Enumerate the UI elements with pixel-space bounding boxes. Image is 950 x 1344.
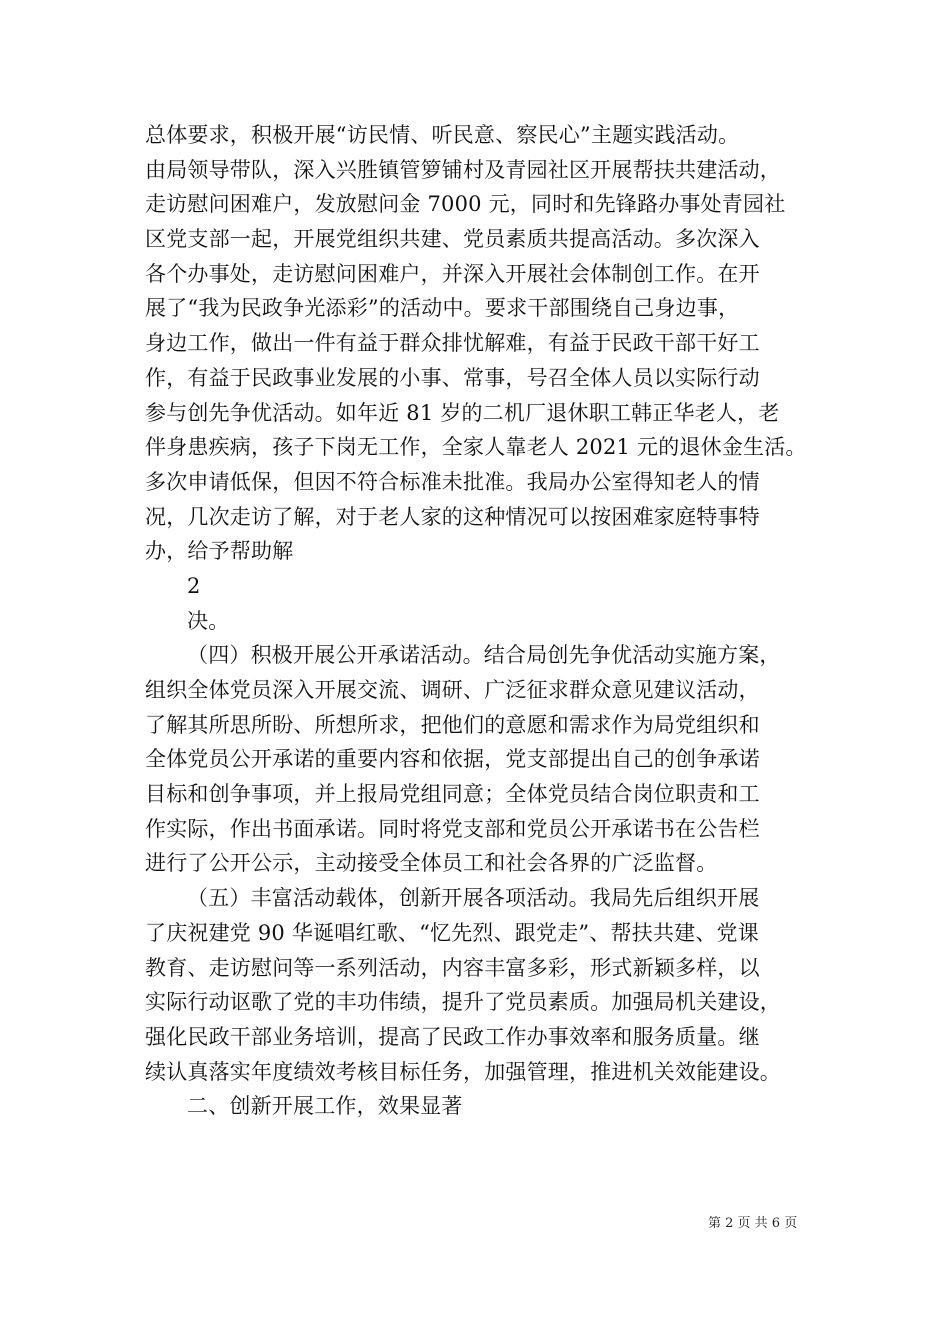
- text-line: 身边工作，做出一件有益于群众排忧解难，有益于民政干部干好工: [145, 331, 760, 356]
- text-line: 组织全体党员深入开展交流、调研、广泛征求群众意见建议活动，: [145, 678, 760, 702]
- text-line: 决。: [187, 608, 230, 633]
- text-line: 走访慰问困难户，发放慰问金 7000 元，同时和先锋路办事处青园社: [145, 192, 786, 217]
- text-line: 总体要求，积极开展“访民情、听民意、察民心”主题实践活动。: [145, 123, 740, 147]
- text-line: 由局领导带队，深入兴胜镇管箩铺村及青园社区开展帮扶共建活动，: [145, 157, 781, 182]
- text-line: 实际行动讴歌了党的丰功伟绩，提升了党员素质。加强局机关建设，: [145, 990, 781, 1015]
- text-line: 了庆祝建党 90 华诞唱红歌、“忆先烈、跟党走”、帮扶共建、党课: [145, 920, 759, 945]
- text-line: 强化民政干部业务培训，提高了民政工作办事效率和服务质量。继: [145, 1024, 760, 1049]
- section-four-heading-line: （四）积极开展公开承诺活动。结合局创先争优活动实施方案，: [187, 643, 781, 668]
- text-line: 参与创先争优活动。如年近 81 岁的二机厂退休职工韩正华老人，老: [145, 400, 780, 425]
- text-line: 目标和创争事项，并上报局党组同意；全体党员结合岗位职责和工: [145, 782, 760, 807]
- text-line: 教育、走访慰问等一系列活动，内容丰富多彩，形式新颖多样，以: [145, 955, 760, 980]
- text-line: 况，几次走访了解，对于老人家的这种情况可以按困难家庭特事特: [145, 504, 760, 529]
- section-five-heading-line: （五）丰富活动载体，创新开展各项活动。我局先后组织开展: [187, 886, 760, 911]
- text-line: 进行了公开公示，主动接受全体员工和社会各界的广泛监督。: [145, 851, 718, 876]
- page-footer: [708, 1215, 797, 1233]
- text-line: 伴身患疾病，孩子下岗无工作，全家人靠老人 2021 元的退休金生活。: [145, 435, 807, 460]
- text-line: 作，有益于民政事业发展的小事、常事，号召全体人员以实际行动: [145, 365, 760, 390]
- text-line: 了解其所思所盼、所想所求，把他们的意愿和需求作为局党组织和: [145, 712, 760, 737]
- text-line: 续认真落实年度绩效考核目标任务，加强管理，推进机关效能建设。: [145, 1059, 781, 1084]
- section-two-heading: 二、创新开展工作，效果显著: [187, 1094, 463, 1119]
- text-line: 区党支部一起，开展党组织共建、党员素质共提高活动。多次深入: [145, 227, 760, 252]
- text-line: 办，给予帮助解: [145, 539, 294, 564]
- page-indicator: 第 2 页 共 6 页: [708, 1216, 798, 1231]
- page-number-marker: 2: [187, 573, 201, 598]
- text-line: 全体党员公开承诺的重要内容和依据，党支部提出自己的创争承诺: [145, 747, 760, 772]
- text-line: 各个办事处，走访慰问困难户，并深入开展社会体制创工作。在开: [145, 261, 760, 286]
- text-line: 多次申请低保，但因不符合标准未批准。我局办公室得知老人的情: [145, 469, 760, 494]
- document-body: [145, 118, 825, 1124]
- text-line: 展了“我为民政争光添彩”的活动中。要求干部围绕自己身边事，: [145, 296, 740, 321]
- text-line: 作实际，作出书面承诺。同时将党支部和党员公开承诺书在公告栏: [145, 816, 760, 841]
